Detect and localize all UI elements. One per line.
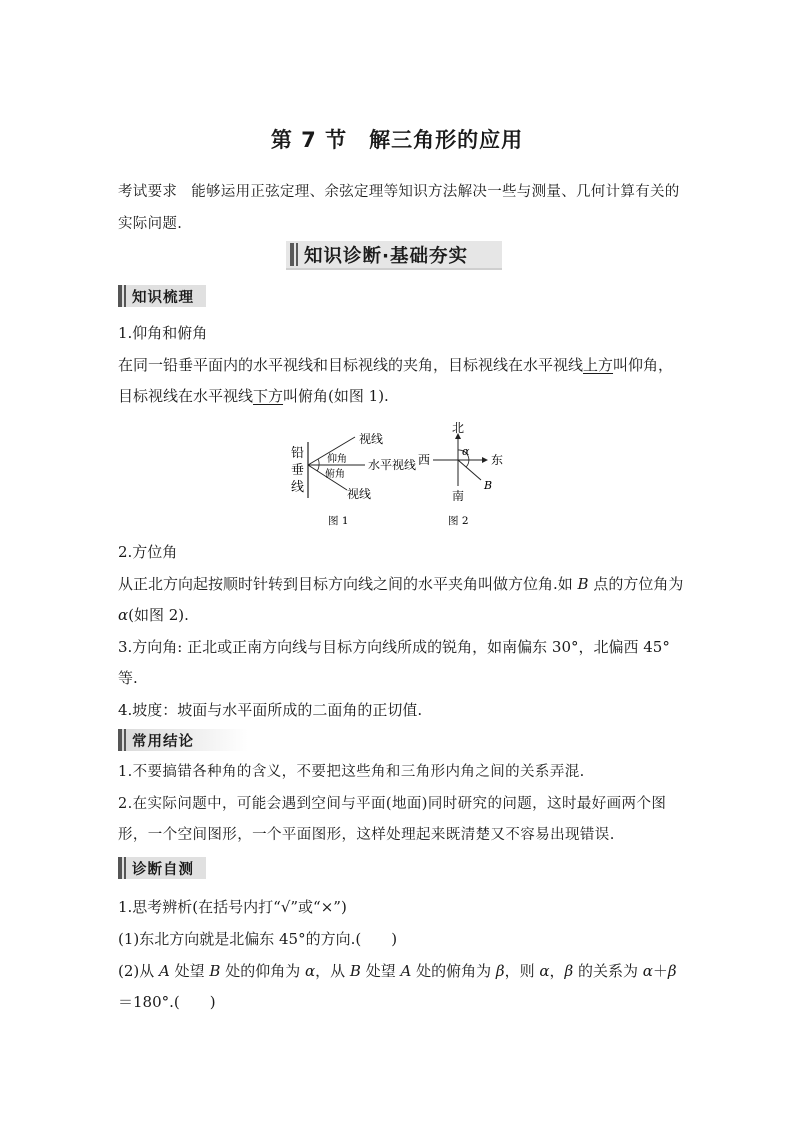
q1-s2-beta-2: β bbox=[564, 962, 574, 980]
fig2-direction-line-b bbox=[458, 460, 481, 480]
fig1-elevation-arc bbox=[318, 459, 319, 465]
item2-text bbox=[118, 569, 686, 631]
item1-text bbox=[118, 350, 686, 412]
q1-s2-alpha-2: α bbox=[539, 962, 550, 980]
q1-s2-beta-3: β bbox=[667, 962, 677, 980]
section-banner bbox=[286, 241, 502, 270]
requirement-text: 能够运用正弦定理、余弦定理等知识方法解决一些与测量、几何计算有关的实际问题. bbox=[118, 184, 680, 232]
q1-s2-alpha: α bbox=[305, 962, 316, 980]
item1-underline-below: 下方 bbox=[253, 387, 284, 405]
q1-s2-j: ＋ bbox=[652, 962, 668, 980]
heading-conclusions bbox=[118, 729, 248, 751]
q1-s2-d: ，从 bbox=[315, 962, 350, 980]
item2-alpha: α bbox=[118, 606, 129, 624]
fig1-depression-label: 俯角 bbox=[325, 469, 345, 480]
page-title bbox=[0, 124, 794, 154]
heading-bar-thin bbox=[124, 729, 126, 751]
q1-s2-point-a-2: A bbox=[400, 962, 412, 980]
q1-s2-point-b: B bbox=[209, 962, 221, 980]
q1-s2-k: ＝180°.( ) bbox=[118, 993, 216, 1011]
q1-s2-h: ， bbox=[549, 962, 565, 980]
heading-bar-thin bbox=[124, 285, 126, 307]
fig1-horizontal-label: 水平视线 bbox=[368, 458, 417, 472]
section-number: 第 7 节 bbox=[270, 128, 348, 152]
fig1-sight-label-top: 视线 bbox=[359, 432, 384, 446]
q1-s2-beta: β bbox=[495, 962, 505, 980]
banner-title: 知识诊断·基础夯实 bbox=[304, 246, 469, 267]
banner-bar bbox=[290, 243, 294, 266]
fig2-b-label: B bbox=[484, 479, 493, 492]
heading-bar bbox=[118, 729, 122, 751]
item2-heading: 2.方位角 bbox=[118, 543, 178, 561]
item2-text-b: 点的方位角为 bbox=[588, 575, 684, 593]
heading-knowledge bbox=[118, 285, 206, 307]
fig2-south-label: 南 bbox=[452, 489, 465, 503]
fig1-vertical-char-2: 垂 bbox=[291, 463, 305, 478]
item1-heading: 1.仰角和俯角 bbox=[118, 324, 208, 342]
item2-text-c: (如图 2). bbox=[128, 606, 189, 624]
requirement-label: 考试要求 bbox=[118, 184, 178, 200]
heading-bar bbox=[118, 285, 122, 307]
heading-selftest bbox=[118, 857, 206, 879]
figure-2-azimuth bbox=[415, 420, 515, 530]
q1-statement-1: (1)东北方向就是北偏东 45°的方向.( ) bbox=[118, 930, 398, 948]
conclusion-2: 2.在实际问题中，可能会遇到空间与平面(地面)同时研究的问题，这时最好画两个图形，一个空间图形，一个平面图形，这样处理起来既清楚又不容易出现错误. bbox=[118, 796, 667, 843]
item2-point-b: B bbox=[577, 575, 589, 593]
heading-conclusions-text: 常用结论 bbox=[132, 734, 194, 750]
q1-s2-i: 的关系为 bbox=[573, 962, 643, 980]
exam-requirement bbox=[118, 176, 688, 240]
heading-bar bbox=[118, 857, 122, 879]
item3-text: 3.方向角: 正北或正南方向线与目标方向线所成的锐角，如南偏东 30°，北偏西 45°等. bbox=[118, 638, 670, 687]
fig2-east-label: 东 bbox=[491, 453, 504, 467]
item1-text-a: 在同一铅垂平面内的水平视线和目标视线的夹角，目标视线在水平视线 bbox=[118, 356, 584, 374]
fig1-elevation-label: 仰角 bbox=[327, 454, 347, 465]
q1-s2-point-a: A bbox=[159, 962, 170, 980]
q1-s2-alpha-3: α bbox=[642, 962, 653, 980]
item1-text-b: 叫仰角，目标视线在水平视线 bbox=[118, 356, 674, 405]
fig1-vertical-char-1: 铅 bbox=[291, 446, 305, 461]
heading-selftest-text: 诊断自测 bbox=[132, 862, 194, 878]
banner-bar-thin bbox=[296, 243, 298, 266]
item4-text: 4.坡度：坡面与水平面所成的二面角的正切值. bbox=[118, 701, 423, 719]
q1-heading: 1.思考辨析(在括号内打“√”或“×”) bbox=[118, 898, 347, 916]
fig1-sight-label-bottom: 视线 bbox=[347, 487, 372, 501]
fig2-east-arrow bbox=[482, 457, 488, 463]
section-name: 解三角形的应用 bbox=[369, 128, 524, 152]
item2-text-a: 从正北方向起按顺时针转到目标方向线之间的水平夹角叫做方位角.如 bbox=[118, 575, 578, 593]
fig1-vertical-char-3: 线 bbox=[291, 480, 305, 495]
q1-s2-c: 处的仰角为 bbox=[220, 962, 305, 980]
heading-knowledge-text: 知识梳理 bbox=[132, 290, 194, 306]
item1-text-c: 叫俯角(如图 1). bbox=[283, 387, 389, 405]
figure-1-elevation-depression bbox=[285, 420, 425, 530]
q1-s2-e: 处望 bbox=[360, 962, 401, 980]
q1-s2-point-b-2: B bbox=[349, 962, 361, 980]
q1-s2-a: (2)从 bbox=[118, 962, 160, 980]
q1-statement-2 bbox=[118, 956, 686, 1018]
fig2-alpha-label: α bbox=[462, 445, 470, 458]
heading-bar-thin bbox=[124, 857, 126, 879]
fig2-west-label: 西 bbox=[418, 453, 431, 467]
conclusion-1: 1.不要搞错各种角的含义，不要把这些角和三角形内角之间的关系弄混. bbox=[118, 764, 585, 780]
fig2-caption: 图 2 bbox=[448, 515, 469, 527]
q1-s2-b: 处望 bbox=[169, 962, 210, 980]
fig1-caption: 图 1 bbox=[328, 515, 349, 527]
item1-underline-above: 上方 bbox=[583, 356, 614, 374]
q1-s2-f: 处的俯角为 bbox=[411, 962, 496, 980]
fig1-depression-arc bbox=[317, 465, 319, 471]
q1-s2-g: ，则 bbox=[504, 962, 540, 980]
fig2-north-label: 北 bbox=[452, 421, 465, 435]
